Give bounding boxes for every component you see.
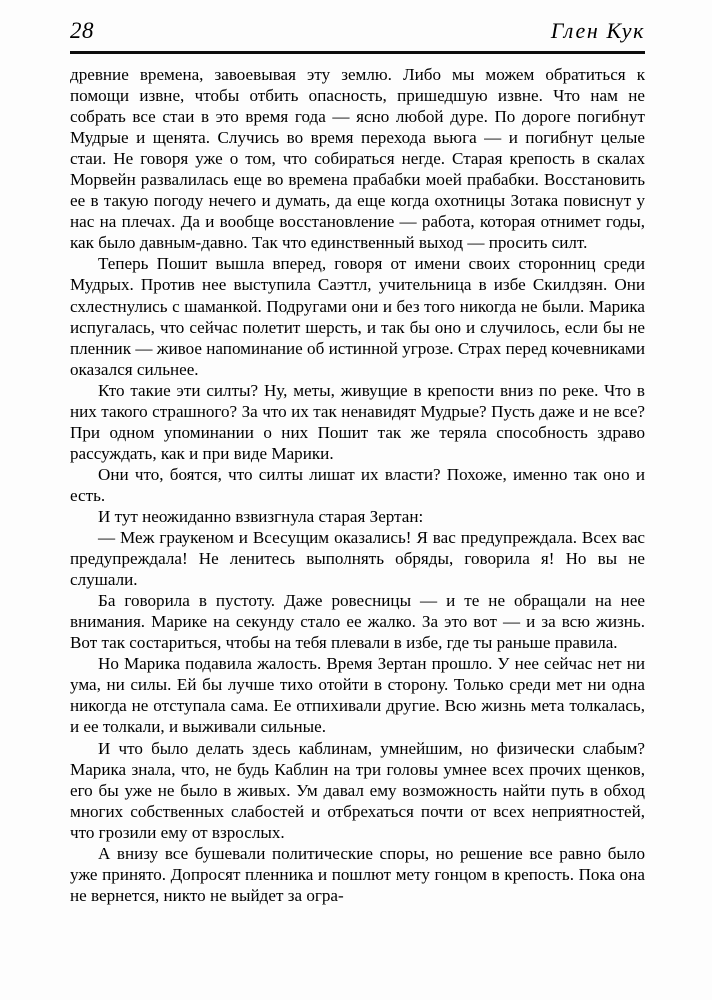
paragraph: И тут неожиданно взвизгнула старая Зертан:	[98, 506, 424, 526]
paragraph: А внизу все бушевали политические споры, но решение все равно было уже принято. Допросят пленника и пошлют мету гонцом в крепость. Пока она не вернется, никто не выйдет за огра-	[70, 843, 645, 905]
paragraph: Ба говорила в пустоту. Даже ровесницы — и те не обращали на нее внимания. Марике на секунду стало ее жалко. За это вот — и за всю жизнь. Вот так состариться, чтобы на тебя плевали в избе, где ты раньше правила.	[70, 591, 645, 653]
paragraph-dialogue: — Меж граукеном и Всесущим оказались! Я вас предупреждала. Всех вас предупреждала! Не ленитесь выполнять обряды, говорила я! Но вы не слушали.	[70, 528, 645, 590]
paragraph: Они что, боятся, что силты лишат их власти? Похоже, именно так оно и есть.	[70, 464, 645, 505]
paragraph: Теперь Пошит вышла вперед, говоря от имени своих сторонниц среди Мудрых. Против нее выступила Саэттл, учительница в избе Скилдзян. Они схлестнулись с шаманкой. Подругами они и без того никогда не были. Марика испугалась, что сейчас полетит шерсть, и так бы оно и случилось, если бы не пленник — живое напоминание об истинной угрозе. Страх перед кочевниками оказался сильнее.	[70, 254, 645, 379]
running-head-author: Глен Кук	[550, 18, 645, 43]
paragraph: древние времена, завоевывая эту землю. Либо мы можем обратиться к помощи извне, чтобы отбить опасность, пришедшую извне. Что нам не собрать все стаи в это время года — ясно любой дуре. По дороге погибнут Мудрые и щенята. Случись во время перехода вьюга — и погибнут целые стаи. Не говоря уже о том, что собираться негде. Старая крепость в скалах Морвейн развалилась еще во времена прабабки моей прабабки. Восстановить ее в такую погоду нечего и думать, да еще когда охотницы Зотака повиснут у нас на плечах. Да и вообще восстановление — работа, которая отнимет годы, как было давным-давно. Так что единственный выход — просить силт.	[70, 65, 645, 253]
header-rule	[70, 51, 645, 54]
running-head	[70, 18, 645, 46]
body-text-block	[70, 64, 645, 906]
paragraph: И что было делать здесь каблинам, умнейшим, но физически слабым? Марика знала, что, не будь Каблин на три головы умнее всех прочих щенков, его бы уже не было в живых. Ум давал ему возможность найти путь в обход многих собственных слабостей и отбрехаться почти от всех неприятностей, что грозили ему от взрослых.	[70, 738, 645, 842]
paragraph: Но Марика подавила жалость. Время Зертан прошло. У нее сейчас нет ни ума, ни силы. Ей бы лучше тихо отойти в сторону. Только среди мет ни одна никогда не отступала сама. Ее отпихивали другие. Всю жизнь мета толкалась, и ее толкали, и выживали сильные.	[70, 654, 645, 737]
paragraph: Кто такие эти силты? Ну, меты, живущие в крепости вниз по реке. Что в них такого страшного? За что их так ненавидят Мудрые? Пусть даже и не все? При одном упоминании о них Пошит так же теряла способность здраво рассуждать, как и при виде Марики.	[70, 380, 645, 463]
page-number: 28	[70, 18, 94, 43]
